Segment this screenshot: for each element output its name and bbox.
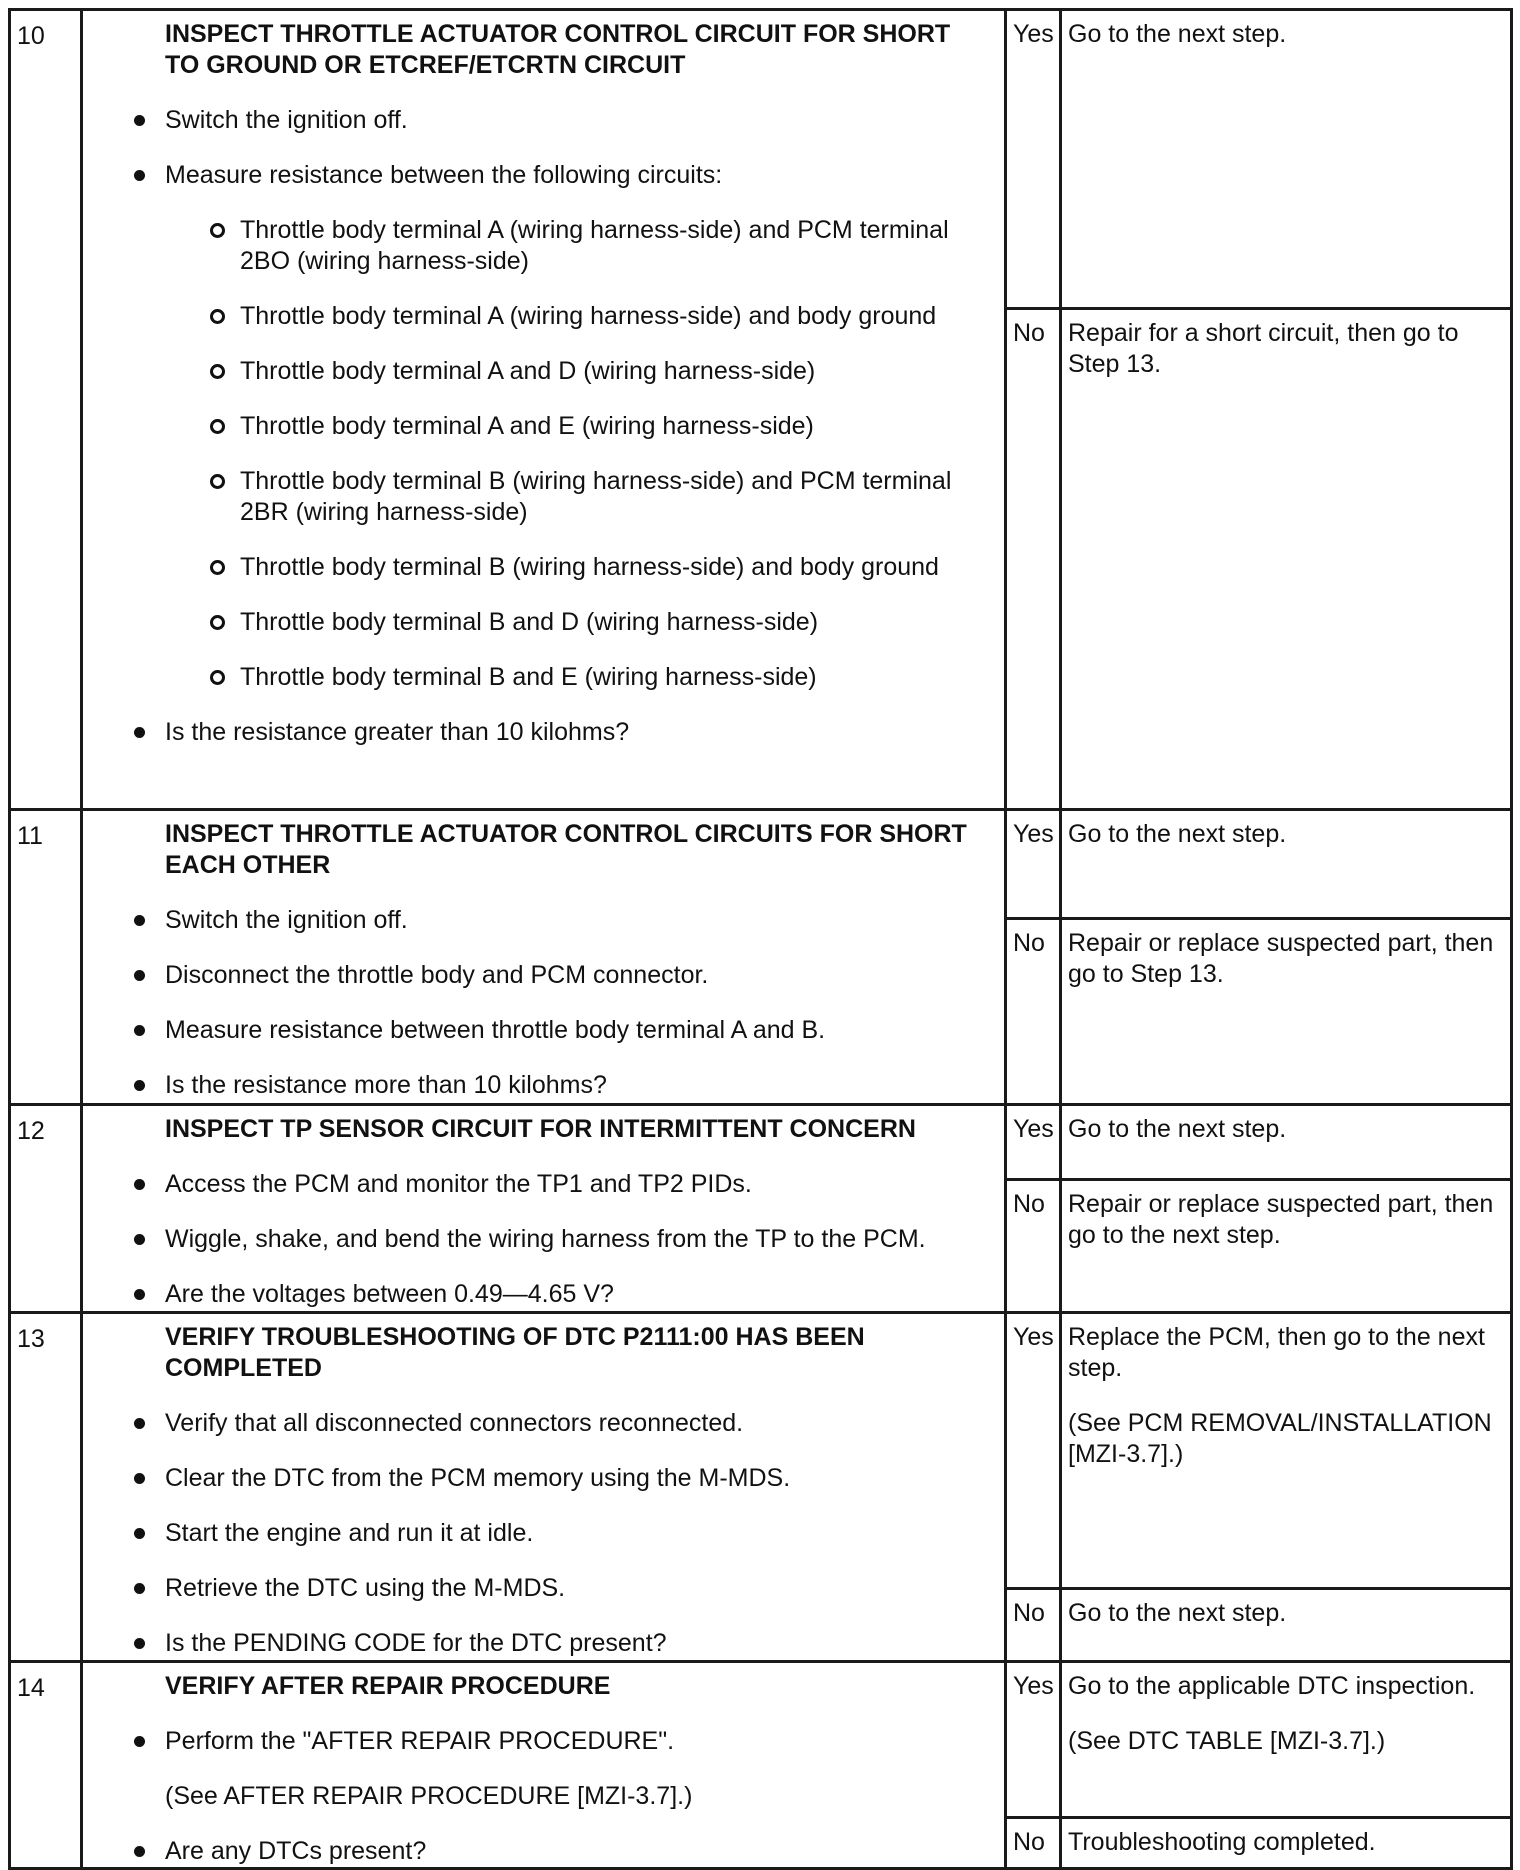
step-action	[82, 1662, 1006, 1869]
bullet-item: Switch the ignition off.	[93, 905, 984, 936]
step-row-11	[10, 810, 1512, 919]
step-title: VERIFY AFTER REPAIR PROCEDURE	[165, 1672, 611, 1700]
no-label: No	[1006, 919, 1061, 1105]
sub-bullet-item: Throttle body terminal A (wiring harness-side) and body ground	[240, 301, 984, 332]
bullet-item: Switch the ignition off.	[93, 105, 984, 136]
no-label: No	[1006, 309, 1061, 810]
bullet-item: Perform the "AFTER REPAIR PROCEDURE".	[93, 1726, 984, 1757]
step-row-10	[10, 10, 1512, 309]
sub-bullet-item: Throttle body terminal A and E (wiring harness-side)	[240, 411, 984, 442]
bullet-item: Are the voltages between 0.49—4.65 V?	[93, 1279, 984, 1310]
bullet-note: (See AFTER REPAIR PROCEDURE [MZI-3.7].)	[165, 1782, 693, 1810]
step-action	[82, 810, 1006, 1105]
no-label: No	[1006, 1818, 1061, 1869]
yes-label: Yes	[1006, 1662, 1061, 1818]
bullet-item: Retrieve the DTC using the M-MDS.	[93, 1573, 984, 1604]
step-number: 10	[10, 10, 82, 810]
bullet-item: Is the resistance more than 10 kilohms?	[93, 1070, 984, 1101]
yes-label: Yes	[1006, 810, 1061, 919]
yes-label: Yes	[1006, 10, 1061, 309]
bullet-item: Is the resistance greater than 10 kilohms?	[93, 717, 984, 748]
sub-bullet-item: Throttle body terminal A and D (wiring harness-side)	[240, 356, 984, 387]
bullet-item: Clear the DTC from the PCM memory using the M-MDS.	[93, 1463, 984, 1494]
yes-cell	[1061, 1662, 1512, 1818]
step-action	[82, 10, 1006, 810]
bullet-item: Start the engine and run it at idle.	[93, 1518, 984, 1549]
yes-label: Yes	[1006, 1313, 1061, 1589]
bullet-item: Measure resistance between throttle body terminal A and B.	[93, 1015, 984, 1046]
step-title: VERIFY TROUBLESHOOTING OF DTC P2111:00 HAS BEEN COMPLETED	[165, 1323, 865, 1382]
step-number: 12	[10, 1105, 82, 1313]
step-number: 14	[10, 1662, 82, 1869]
no-label: No	[1006, 1180, 1061, 1313]
step-action	[82, 1105, 1006, 1313]
bullet-item	[93, 160, 984, 693]
step-number: 13	[10, 1313, 82, 1662]
sub-bullet-item: Throttle body terminal B (wiring harness-side) and body ground	[240, 552, 984, 583]
no-action: Repair or replace suspected part, then go to Step 13.	[1061, 919, 1512, 1105]
sub-bullet-list	[165, 215, 984, 693]
bullet-item: Access the PCM and monitor the TP1 and TP2 PIDs.	[93, 1169, 984, 1200]
step-row-12	[10, 1105, 1512, 1180]
yes-action: Go to the next step.	[1061, 1105, 1512, 1180]
no-label: No	[1006, 1589, 1061, 1662]
bullet-item: Is the PENDING CODE for the DTC present?	[93, 1628, 984, 1659]
yes-label: Yes	[1006, 1105, 1061, 1180]
sub-bullet-item: Throttle body terminal B and E (wiring harness-side)	[240, 662, 984, 693]
no-action: Repair for a short circuit, then go to Step 13.	[1061, 309, 1512, 810]
yes-reference: (See PCM REMOVAL/INSTALLATION [MZI-3.7].)	[1068, 1409, 1492, 1468]
sub-bullet-item: Throttle body terminal A (wiring harness-side) and PCM terminal 2BO (wiring harness-side)	[240, 215, 984, 277]
step-number: 11	[10, 810, 82, 1105]
troubleshooting-table	[8, 8, 1513, 1870]
no-action: Repair or replace suspected part, then go to the next step.	[1061, 1180, 1512, 1313]
sub-bullet-item: Throttle body terminal B (wiring harness-side) and PCM terminal 2BR (wiring harness-side)	[240, 466, 984, 528]
no-action: Troubleshooting completed.	[1061, 1818, 1512, 1869]
yes-action: Go to the next step.	[1061, 810, 1512, 919]
yes-action: Replace the PCM, then go to the next step.	[1068, 1323, 1485, 1382]
bullet-item: Disconnect the throttle body and PCM connector.	[93, 960, 984, 991]
step-title: INSPECT THROTTLE ACTUATOR CONTROL CIRCUITS FOR SHORT EACH OTHER	[165, 820, 967, 879]
bullet-item: Wiggle, shake, and bend the wiring harness from the TP to the PCM.	[93, 1224, 984, 1255]
step-title: INSPECT THROTTLE ACTUATOR CONTROL CIRCUIT FOR SHORT TO GROUND OR ETCREF/ETCRTN CIRCUIT	[165, 20, 951, 79]
step-title: INSPECT TP SENSOR CIRCUIT FOR INTERMITTENT CONCERN	[165, 1115, 916, 1143]
bullet-text: Measure resistance between the following circuits:	[165, 161, 723, 189]
step-row-13	[10, 1313, 1512, 1589]
bullet-item: Verify that all disconnected connectors reconnected.	[93, 1408, 984, 1439]
step-action	[82, 1313, 1006, 1662]
step-row-14	[10, 1662, 1512, 1818]
sub-bullet-item: Throttle body terminal B and D (wiring harness-side)	[240, 607, 984, 638]
yes-reference: (See DTC TABLE [MZI-3.7].)	[1068, 1727, 1386, 1755]
yes-cell	[1061, 1313, 1512, 1589]
yes-action: Go to the applicable DTC inspection.	[1068, 1672, 1476, 1700]
yes-action: Go to the next step.	[1061, 10, 1512, 309]
no-action: Go to the next step.	[1061, 1589, 1512, 1662]
bullet-item: Are any DTCs present?	[93, 1836, 984, 1867]
